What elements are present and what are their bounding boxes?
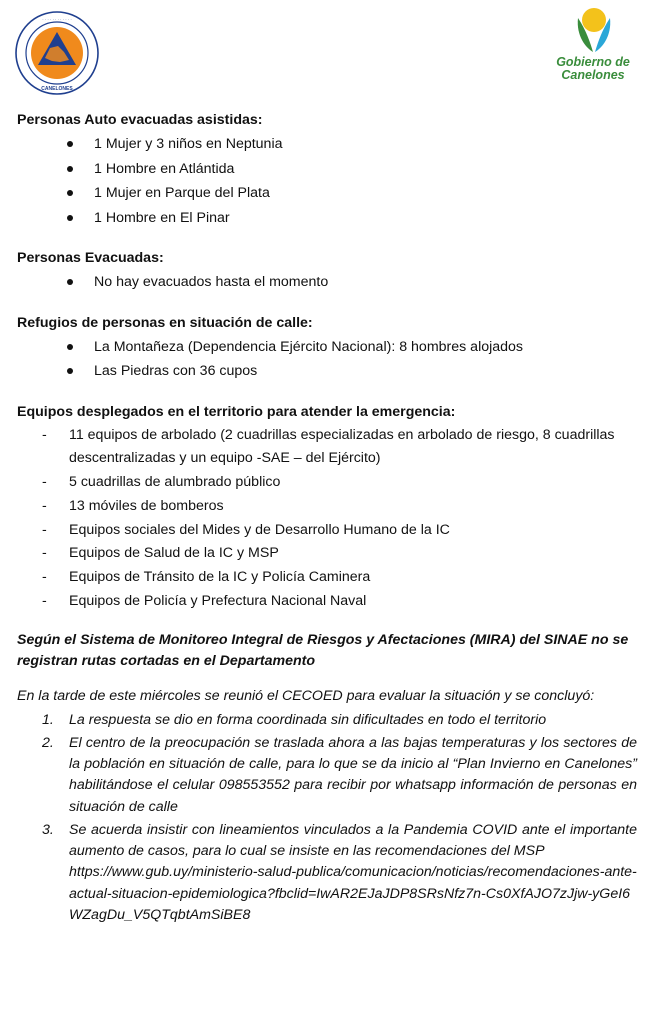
list-item-text: 1 Hombre en Atlántida bbox=[94, 160, 235, 177]
dash-icon: - bbox=[42, 593, 47, 610]
dash-icon: - bbox=[42, 497, 47, 514]
list-item-text: Las Piedras con 36 cupos bbox=[94, 363, 258, 379]
list-item bbox=[42, 710, 637, 731]
list-item bbox=[67, 132, 637, 157]
heading-auto-evacuadas: Personas Auto evacuadas asistidas: bbox=[17, 112, 263, 128]
list-item-text: Se acuerda insistir con lineamientos vinculados a la Pandemia COVID ante el importante aumento de casos, para lo cual se insiste en las recomendaciones del MSP bbox=[69, 821, 637, 860]
list-item-text: La Montañeza (Dependencia Ejército Nacional): 8 hombres alojados bbox=[94, 338, 524, 355]
msp-recommendations-link[interactable]: https://www.gub.uy/ministerio-salud-publica/comunicacion/noticias/recomendaciones-ante-actual-situacion-epidemiologica?fbclid=IwAR2EJaJDP8SRsNfz7n-Cs0XfAJO7zJjw-yGeI6WZagDu_V5QTqbtAmSiBE8 bbox=[69, 864, 637, 923]
list-evacuadas bbox=[17, 270, 637, 295]
dash-icon: - bbox=[42, 521, 47, 538]
gobierno-emblem-icon bbox=[548, 4, 638, 56]
list-item-text: Equipos sociales del Mides y de Desarrollo Humano de la IC bbox=[69, 521, 450, 538]
list-item bbox=[67, 181, 637, 206]
heading-equipos: Equipos desplegados en el territorio para atender la emergencia: bbox=[17, 403, 456, 420]
list-item bbox=[42, 820, 637, 926]
list-item-number: 2. bbox=[42, 735, 54, 752]
logo-line-2: Canelones bbox=[561, 68, 625, 82]
list-item bbox=[42, 733, 637, 818]
list-item bbox=[67, 359, 637, 384]
section-equipos bbox=[17, 400, 637, 614]
list-refugios bbox=[17, 335, 637, 384]
list-item-text: Equipos de Tránsito de la IC y Policía Caminera bbox=[69, 569, 371, 586]
bullet-icon bbox=[67, 344, 73, 350]
list-auto-evacuadas bbox=[17, 132, 637, 230]
list-item-text: El centro de la preocupación se traslada ahora a las bajas temperaturas y los sectores de la población en situación de calle, para lo que se da inicio al “Plan Invierno en Canelones” habilitándose el celular 098553552 para recibir por whatsapp información de personas en situación de calle bbox=[69, 735, 637, 815]
list-item bbox=[67, 270, 637, 295]
list-item bbox=[67, 157, 637, 182]
list-item-text: 13 móviles de bomberos bbox=[69, 497, 224, 514]
heading-evacuadas: Personas Evacuadas: bbox=[17, 250, 164, 266]
list-item bbox=[42, 590, 637, 614]
list-item-text: 1 Mujer y 3 niños en Neptunia bbox=[94, 136, 283, 152]
cecoed-seal-logo bbox=[14, 10, 100, 96]
list-item-text: 11 equipos de arbolado (2 cuadrillas especializadas en arbolado de riesgo, 8 cuadrillas descentralizadas y un equipo -SAE – del Ejército) bbox=[69, 426, 615, 467]
page-header bbox=[0, 0, 661, 100]
list-item bbox=[42, 424, 637, 472]
dash-icon: - bbox=[42, 569, 47, 586]
dash-icon: - bbox=[42, 545, 47, 562]
list-item bbox=[42, 471, 637, 495]
list-item-text: Equipos de Policía y Prefectura Nacional Naval bbox=[69, 593, 367, 610]
bullet-icon bbox=[67, 215, 73, 221]
list-item bbox=[42, 495, 637, 519]
dash-icon: - bbox=[42, 426, 47, 443]
logo-line-1: Gobierno de bbox=[556, 55, 630, 69]
list-item-number: 3. bbox=[42, 821, 54, 838]
list-item-text: Equipos de Salud de la IC y MSP bbox=[69, 545, 279, 562]
svg-text:· · · · · · · · · · · ·: · · · · · · · · · · · · bbox=[42, 17, 72, 22]
section-evacuadas bbox=[17, 246, 637, 295]
list-item-number: 1. bbox=[42, 711, 54, 728]
list-item-text: No hay evacuados hasta el momento bbox=[94, 274, 329, 290]
list-item-text: 5 cuadrillas de alumbrado público bbox=[69, 474, 281, 491]
bullet-icon bbox=[67, 190, 73, 196]
bullet-icon bbox=[67, 141, 73, 147]
svg-text:CANELONES: CANELONES bbox=[41, 86, 73, 92]
list-item bbox=[42, 566, 637, 590]
dash-icon: - bbox=[42, 474, 47, 491]
list-item bbox=[42, 519, 637, 543]
document-body bbox=[17, 108, 637, 928]
list-item-text: 1 Hombre en El Pinar bbox=[94, 209, 230, 226]
cecoed-intro: En la tarde de este miércoles se reunió el CECOED para evaluar la situación y se concluyó: bbox=[17, 687, 595, 704]
gobierno-de-canelones-logo bbox=[548, 4, 638, 94]
section-auto-evacuadas bbox=[17, 108, 637, 230]
list-item bbox=[67, 206, 637, 231]
list-cecoed-conclusions bbox=[17, 710, 637, 926]
bullet-icon bbox=[67, 279, 73, 285]
mira-statement: Según el Sistema de Monitoreo Integral de Riesgos y Afectaciones (MIRA) del SINAE no se registran rutas cortadas en el Departamento bbox=[17, 631, 629, 669]
bullet-icon bbox=[67, 368, 73, 374]
list-equipos bbox=[17, 424, 637, 614]
section-refugios bbox=[17, 311, 637, 384]
list-item-text: La respuesta se dio en forma coordinada sin dificultades en todo el territorio bbox=[69, 711, 547, 728]
heading-refugios: Refugios de personas en situación de calle: bbox=[17, 314, 313, 331]
list-item bbox=[42, 542, 637, 566]
bullet-icon bbox=[67, 166, 73, 172]
list-item-text: 1 Mujer en Parque del Plata bbox=[94, 185, 270, 201]
list-item bbox=[67, 335, 637, 360]
